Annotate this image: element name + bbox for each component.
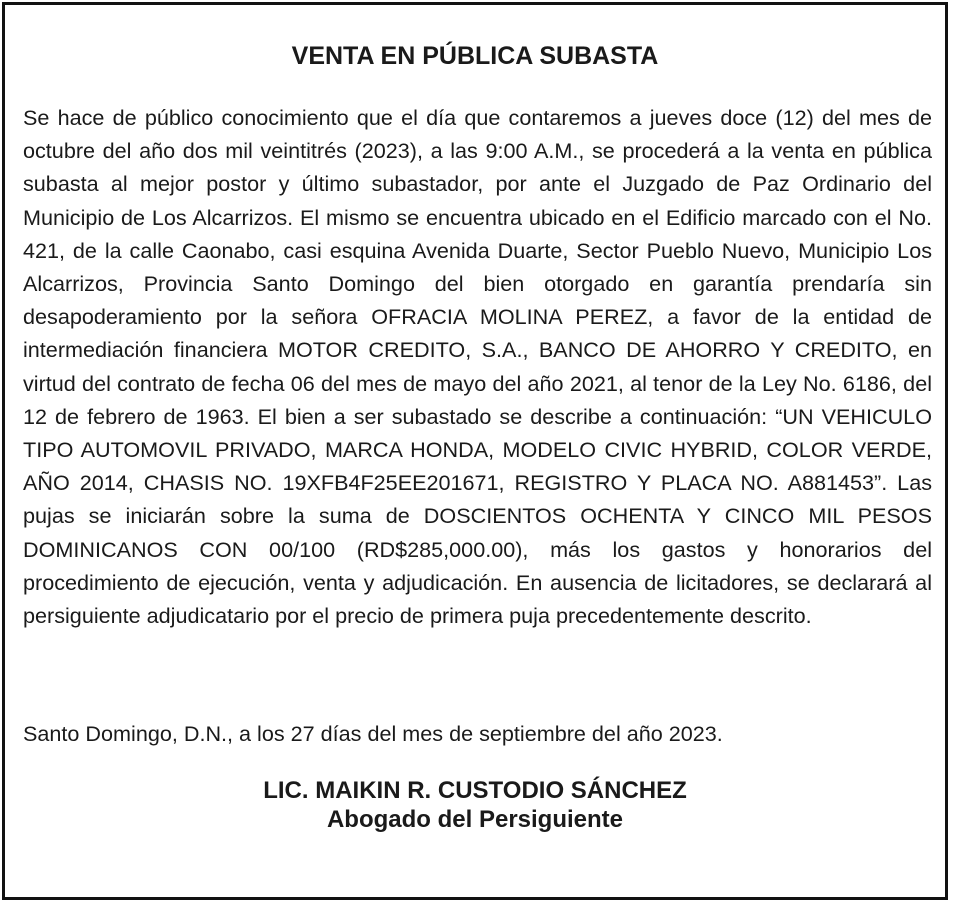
signature-name: LIC. MAIKIN R. CUSTODIO SÁNCHEZ (263, 777, 687, 804)
notice-title: VENTA EN PÚBLICA SUBASTA (291, 42, 659, 70)
notice-date-line: Santo Domingo, D.N., a los 27 días del mes de septiembre del año 2023. (23, 721, 723, 746)
signature-block (5, 776, 945, 834)
legal-notice-box (2, 2, 948, 900)
notice-body: Se hace de público conocimiento que el día que contaremos a jueves doce (12) del mes de octubre del año dos mil veintitrés (2023), a las 9:00 A.M., se procederá a la venta en pública subasta al mejor postor y último subastador, por ante el Juzgado de Paz Ordinario del Municipio de Los Alcarrizos. El mismo se encuentra ubicado en el Edificio marcado con el No. 421, de la calle Caonabo, casi esquina Avenida Duarte, Sector Pueblo Nuevo, Municipio Los Alcarrizos, Provincia Santo Domingo del bien otorgado en garantía prendaría sin desapoderamiento por la señora OFRACIA MOLINA PEREZ, a favor de la entidad de intermediación financiera MOTOR CREDITO, S.A., BANCO DE AHORRO Y CREDITO, en virtud del contrato de fecha 06 del mes de mayo del año 2021, al tenor de la Ley No. 6186, del 12 de febrero de 1963. El bien a ser subastado se describe a continuación: “UN VEHICULO TIPO AUTOMOVIL PRIVADO, MARCA HONDA, MODELO CIVIC HYBRID, COLOR VERDE, AÑO 2014, CHASIS NO. 19XFB4F25EE201671, REGISTRO Y PLACA NO. A881453”. Las pujas se iniciarán sobre la suma de DOSCIENTOS OCHENTA Y CINCO MIL PESOS DOMINICANOS CON 00/100 (RD$285,000.00), más los gastos y honorarios del procedimiento de ejecución, venta y adjudicación. En ausencia de licitadores, se declarará al persiguiente adjudicatario por el precio de primera puja precedentemente descrito. (23, 105, 932, 629)
signature-role: Abogado del Persiguiente (326, 806, 624, 833)
